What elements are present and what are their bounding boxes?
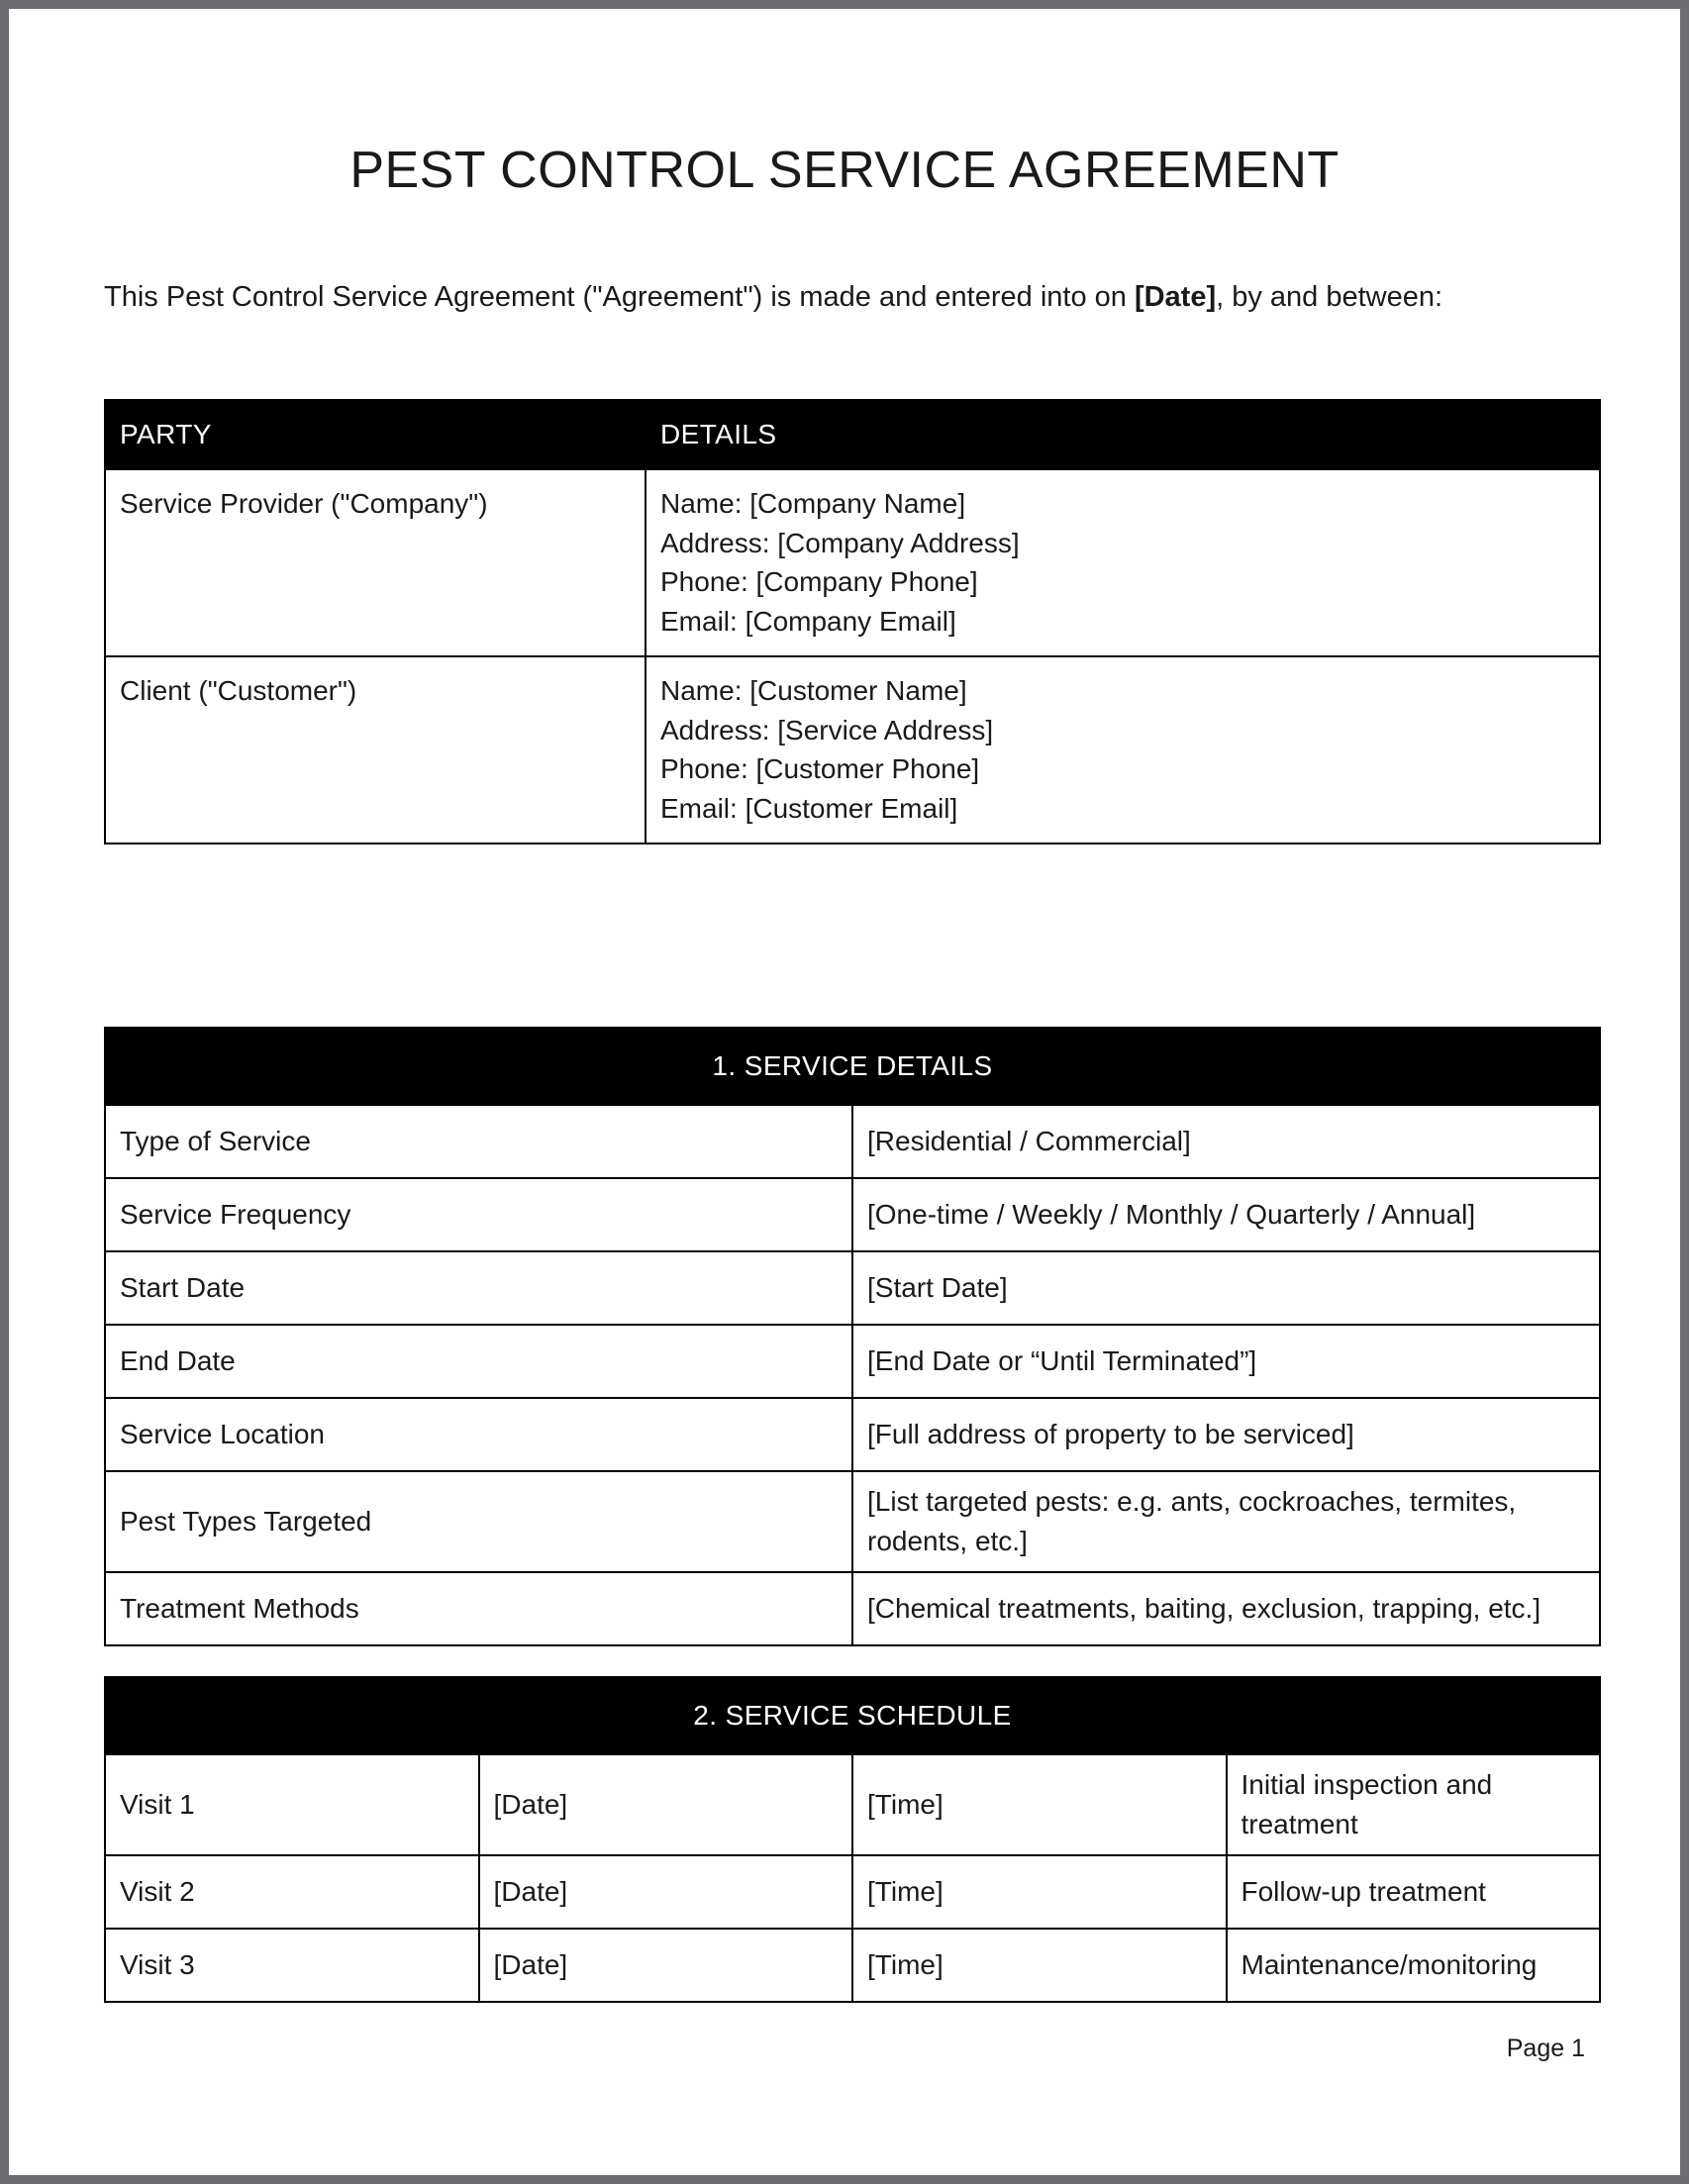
section-banner-row — [105, 1028, 1600, 1105]
field-value-type-of-service: [Residential / Commercial] — [852, 1105, 1600, 1178]
column-header-party: PARTY — [105, 400, 646, 469]
table-header-row — [105, 400, 1600, 469]
party-details-provider — [646, 469, 1600, 656]
table-row — [105, 1178, 1600, 1251]
field-value-service-frequency: [One-time / Weekly / Monthly / Quarterly / Annual] — [852, 1178, 1600, 1251]
visit-date-2: [Date] — [479, 1855, 853, 1929]
intro-text-after: , by and between: — [1216, 281, 1443, 313]
visit-time-3: [Time] — [852, 1929, 1227, 2002]
table-row — [105, 656, 1600, 844]
party-details-client — [646, 656, 1600, 844]
detail-line-email: Email: [Customer Email] — [660, 793, 958, 824]
page-title: PEST CONTROL SERVICE AGREEMENT — [349, 141, 1340, 199]
field-label-start-date: Start Date — [105, 1251, 852, 1325]
section-heading-service-details: 1. SERVICE DETAILS — [105, 1028, 1600, 1105]
party-label-provider: Service Provider ("Company") — [105, 469, 646, 656]
table-row — [105, 1855, 1600, 1929]
section-heading-service-schedule: 2. SERVICE SCHEDULE — [105, 1677, 1600, 1754]
page-number-footer: Page 1 — [1506, 2035, 1585, 2062]
table-row — [105, 1398, 1600, 1471]
detail-line-name: Name: [Company Name] — [660, 487, 966, 519]
table-row — [105, 1572, 1600, 1645]
detail-line-phone: Phone: [Customer Phone] — [660, 753, 980, 785]
detail-line-email: Email: [Company Email] — [660, 606, 956, 637]
table-row — [105, 1471, 1600, 1572]
field-label-treatment-methods: Treatment Methods — [105, 1572, 852, 1645]
visit-description-2: Follow-up treatment — [1227, 1855, 1601, 1929]
detail-line-name: Name: [Customer Name] — [660, 674, 967, 706]
visit-label-2: Visit 2 — [105, 1855, 479, 1929]
intro-paragraph — [104, 275, 1500, 320]
service-details-table — [104, 1027, 1601, 1646]
field-value-service-location: [Full address of property to be serviced] — [852, 1398, 1600, 1471]
detail-line-phone: Phone: [Company Phone] — [660, 566, 978, 598]
visit-time-2: [Time] — [852, 1855, 1227, 1929]
visit-date-1: [Date] — [479, 1754, 853, 1855]
table-row — [105, 1105, 1600, 1178]
table-row — [105, 1754, 1600, 1855]
visit-description-3: Maintenance/monitoring — [1227, 1929, 1601, 2002]
field-label-type-of-service: Type of Service — [105, 1105, 852, 1178]
visit-label-3: Visit 3 — [105, 1929, 479, 2002]
visit-time-1: [Time] — [852, 1754, 1227, 1855]
table-row — [105, 1325, 1600, 1398]
detail-line-address: Address: [Company Address] — [660, 527, 1020, 558]
parties-table — [104, 399, 1601, 844]
field-label-service-frequency: Service Frequency — [105, 1178, 852, 1251]
visit-description-1: Initial inspection and treatment — [1227, 1754, 1601, 1855]
intro-text-before: This Pest Control Service Agreement ("Agreement") is made and entered into on — [104, 281, 1135, 313]
section-banner-row — [105, 1677, 1600, 1754]
field-label-service-location: Service Location — [105, 1398, 852, 1471]
field-value-end-date: [End Date or “Until Terminated”] — [852, 1325, 1600, 1398]
page-content — [9, 9, 1680, 2175]
party-label-client: Client ("Customer") — [105, 656, 646, 844]
field-value-treatment-methods: [Chemical treatments, baiting, exclusion, trapping, etc.] — [852, 1572, 1600, 1645]
field-value-pest-types-targeted: [List targeted pests: e.g. ants, cockroaches, termites, rodents, etc.] — [852, 1471, 1600, 1572]
field-value-start-date: [Start Date] — [852, 1251, 1600, 1325]
visit-date-3: [Date] — [479, 1929, 853, 2002]
field-label-end-date: End Date — [105, 1325, 852, 1398]
service-schedule-table — [104, 1676, 1601, 2003]
table-row — [105, 469, 1600, 656]
table-row — [105, 1251, 1600, 1325]
column-header-details: DETAILS — [646, 400, 1600, 469]
field-label-pest-types-targeted: Pest Types Targeted — [105, 1471, 852, 1572]
table-row — [105, 1929, 1600, 2002]
intro-date-placeholder: [Date] — [1134, 281, 1217, 313]
detail-line-address: Address: [Service Address] — [660, 714, 994, 745]
visit-label-1: Visit 1 — [105, 1754, 479, 1855]
